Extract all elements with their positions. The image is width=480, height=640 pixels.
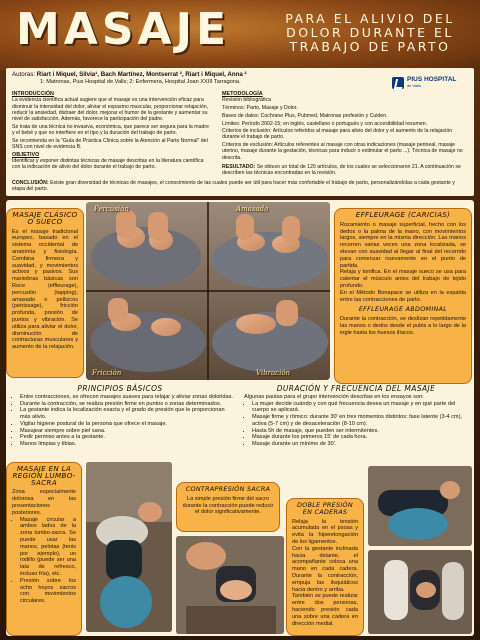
list-item: • Hasta 5h de masaje, que pueden ser intermitentes. — [252, 428, 470, 435]
conclusion-heading: CONCLUSIÓN: — [12, 179, 49, 186]
box-effleurage — [334, 208, 472, 384]
hip-press-image — [368, 466, 472, 546]
list-item: • Pedir permiso antes a la gestante. — [20, 434, 234, 441]
photo-label-percusion: Percusión — [94, 205, 129, 213]
box-text: Rozamiento o masaje superficial, hecho con los dedos o la palma de la mano, con movimientos largos, siempre en la misma dirección. Las manos recorren varias veces una zona localizada, se elevan con suavidad al llegar al final del recorrido para comenzar nuevamente en el punto de partida. — [340, 221, 466, 269]
list-item: • Masaje firme y rítmico: durante 30' en tres momentos distintos: fase latente (3-4 cm), activa (5-7 cm) y de desaceleración (8-10 cm). — [252, 414, 470, 427]
photo-label-amasado: Amasado — [236, 205, 269, 213]
methodology-line: Criterios de inclusión: Artículos referidos al masaje para alivio del dolor y el aumento de la relajación durante el trabajo de parto. — [222, 128, 453, 141]
hospital-logo — [392, 76, 466, 90]
box-subtitle: EFFLEURAGE ABDOMINAL — [358, 305, 448, 314]
box-text: Relaja y tonifica. En el masaje sueco se usa para calentar el músculo antes del trabajo de tejido profundo. — [340, 269, 466, 289]
principles-heading: PRINCIPIOS BÁSICOS — [77, 384, 163, 393]
logo-name: PIUS HOSPITAL — [407, 76, 457, 83]
duration-section — [244, 394, 470, 448]
conclusion-text: Existe gran diversidad de técnicas de masajes, el conocimiento de las cuales puede ser útil para hacer más confortable el trabajo de parto, personalizándolas a cada gestante y etapa del parto. — [12, 179, 455, 192]
objective-paragraph: Identificar y exponer distintas técnicas de masaje descritas en la literatura científica con la indicación de alivio del dolor durante el trabajo de parto. — [12, 158, 204, 171]
result-text: Se obtuvo un total de 120 artículos, de los cuales se seleccionaron 21. A continuación se describen las técnicas encontradas en la revisión. — [222, 163, 461, 176]
box-lumbo-sacra — [6, 462, 82, 636]
subtitle-line: PARA EL ALIVIO DEL — [285, 11, 455, 26]
box-text: Es el masaje tradicional europeo, basado en el sistema occidental de anatomía y fisiología. Combina firmeza y suavidad, y movimientos activos y pasivos. Sus maniobras básicas son Roce (effleurage), percusión (tapping), amasado o pellizcos (petrissage), fricción profunda, presión de puntos y vibración. Se utiliza para aliviar el dolor, disminución de contracturas musculares y aumento de la relajación. — [12, 228, 78, 351]
affiliation: 1: Matronas, Pius Hospital de Valls; 2: Enfermera, Hospital Joan XXIII Tarragona. — [40, 79, 241, 85]
box-text: En el Método Bonapace se utiliza en la espalda entre las contracciones de parto. — [340, 289, 466, 303]
methodology-line: Revisión bibliográfica — [222, 97, 272, 104]
principles-list — [12, 394, 234, 448]
photo-label-friccion: Fricción — [92, 369, 122, 377]
box-doble-presion — [286, 498, 364, 636]
list-item: • Masaje durante los primeros 15' de cada hora. — [252, 434, 470, 441]
methodology-heading: METODOLOGÍA — [222, 91, 263, 98]
hip-press-two-people-image — [368, 550, 472, 634]
box-title: DOBLE PRESIÓN EN CADERAS — [297, 501, 353, 516]
duration-intro: Algunas pautas para el grupo intervención descritas en los ensayos son: — [244, 394, 424, 400]
massage-photo-collage — [86, 202, 330, 380]
list-item: • Masajear siempre sobre piel sana. — [20, 428, 234, 435]
intro-paragraph: Se recomienda en la "Guía de Práctica Clínica sobre la Atención al Parto Normal" del SNS con nivel de evidencia B. — [12, 137, 208, 150]
authors-label: Autoras: — [12, 71, 36, 78]
list-item: • La mujer decide cuándo y con qué frecuencia desea un masaje y en qué parte del cuerpo se aplicará. — [252, 401, 470, 414]
methodology-line: Términos: Parto, Masaje y Dolor. — [222, 105, 298, 112]
box-title: MASAJE CLÁSICO O SUECO — [12, 210, 78, 226]
list-item: • Presión sobre los ocho hoyos sacros con movimientos circulares. — [20, 578, 76, 605]
box-title: CONTRAPRESIÓN SACRA — [185, 485, 271, 493]
photo-label-vibracion: Vibración — [256, 369, 291, 377]
photo-ball-lumbar — [86, 462, 172, 632]
lumbar-massage-image — [86, 462, 172, 632]
intro-paragraph: Se trata de una técnica no invasiva, económica, que parece ser segura para la madre y el bebé y que no interfiere en el tipo y la duración del trabajo de parto. — [12, 123, 209, 136]
list-item: • Masaje circular a ambos lados de la zona lumbo-sacra. Se puede usar las manos, pelotas (tenis por ejemplo), un rodillo (puede ser una lata de refresco, incluso fría), etc. — [20, 517, 76, 578]
box-text: Zona especialmente dolorosa en las presentaciones posteriores. — [12, 489, 76, 516]
subtitle-line: TRABAJO DE PARTO — [289, 39, 451, 54]
box-masaje-clasico — [6, 208, 84, 378]
box-text: Durante la contracción, se deslizan repetidamente las manos o dedos desde el pubis a lo largo de la ingle hasta los huesos ilíacos. — [340, 316, 466, 336]
intro-left-column — [12, 89, 212, 177]
result-heading: RESULTADO: — [222, 163, 256, 170]
sacral-pressure-image — [176, 536, 284, 634]
box-text: También se puede realizar entre dos personas, haciendo presión cada una sobre una cadera en dirección medial. — [292, 593, 358, 627]
massage-photos-image — [86, 202, 330, 380]
box-title: EFFLEURAGE (CARICIAS) — [355, 210, 451, 219]
hospital-logo-icon — [392, 77, 404, 89]
intro-panel — [6, 68, 474, 196]
methodology-line: Criterios de exclusión: Artículos referentes al masaje con otras indicaciones (masaje perineal, masaje uterino, masaje durante la gestación, técnicas para inducir o estimular el parto ...). Técnica de masaje no descrita. — [222, 142, 463, 161]
objective-heading: OBJETIVO — [12, 152, 40, 159]
list-item: • Entre contracciones, se ofrecen masajes suaves para relajar y aliviar zonas doloridas. — [20, 394, 234, 401]
box-text: Con la gestante inclinada hacia delante, el acompañante coloca una mano en cada cadera. Durante la contracción, empuja las ilsquiáticos hacia dentro y arriba. — [292, 545, 358, 593]
list-item: • La gestante indica la localización exacta y el grado de presión que le proporcionan más alivio. — [20, 407, 234, 420]
photo-sacral-pressure — [176, 536, 284, 634]
intro-paragraph: La evidencia científica actual sugiere que el masaje es una intervención eficaz para disminuir la intensidad del dolor, aliviar el espasmo muscular, proporcionar relajación, reducir la ansiedad, distraer del dolor, mejorar el humor de la gestante y aumentar su nivel de satisfacción. Además, favorece la participación del padre. — [12, 97, 209, 123]
box-title: MASAJE EN LA REGIÓN LUMBO-SACRA — [12, 464, 76, 487]
logo-sub: de Valls — [407, 83, 421, 88]
box-text: Relaja la tensión acumulada en el psoas y evita la hiperelongación de los ligamentos. — [292, 518, 358, 545]
header — [0, 0, 480, 70]
duration-heading: DURACIÓN Y FRECUENCIA DEL MASAJE — [276, 384, 436, 393]
list-item: • Masaje durante un mínimo de 30'. — [252, 441, 470, 448]
list-item: • Durante la contracción, se realiza presión firme en puntos o zonas determinados. — [20, 401, 234, 408]
box-text: La simple presión firme del sacro durante la contracción puede reducir el dolor significativamente. — [182, 495, 274, 516]
authors-names: Riart i Miquel, Silvia¹, Bach Martínez, Montserrat ², Riart i Miquel, Anna ² — [36, 71, 247, 78]
list-item: • Vigilar higiene postural de la persona que ofrece el masaje. — [20, 421, 234, 428]
poster-subtitle — [270, 12, 470, 54]
methodology-line: Límites: Período 2002-15; en inglés, castellano o portugués y con accesibilidad resumen. — [222, 120, 428, 127]
photo-hip-press-1 — [368, 466, 472, 546]
box-contrapresion-sacra — [176, 482, 280, 532]
subtitle-line: DOLOR DURANTE EL — [286, 25, 454, 40]
intro-heading: INTRODUCCIÓN — [12, 91, 54, 98]
methodology-line: Bases de datos: Cochrane Plus, Pubmed, Matronas profesión y Cuiden. — [222, 112, 388, 119]
photo-hip-press-2 — [368, 550, 472, 634]
poster-title: MASAJE — [16, 4, 231, 55]
intro-right-column — [222, 89, 468, 177]
list-item: • Manos limpias y tibias. — [20, 441, 234, 448]
